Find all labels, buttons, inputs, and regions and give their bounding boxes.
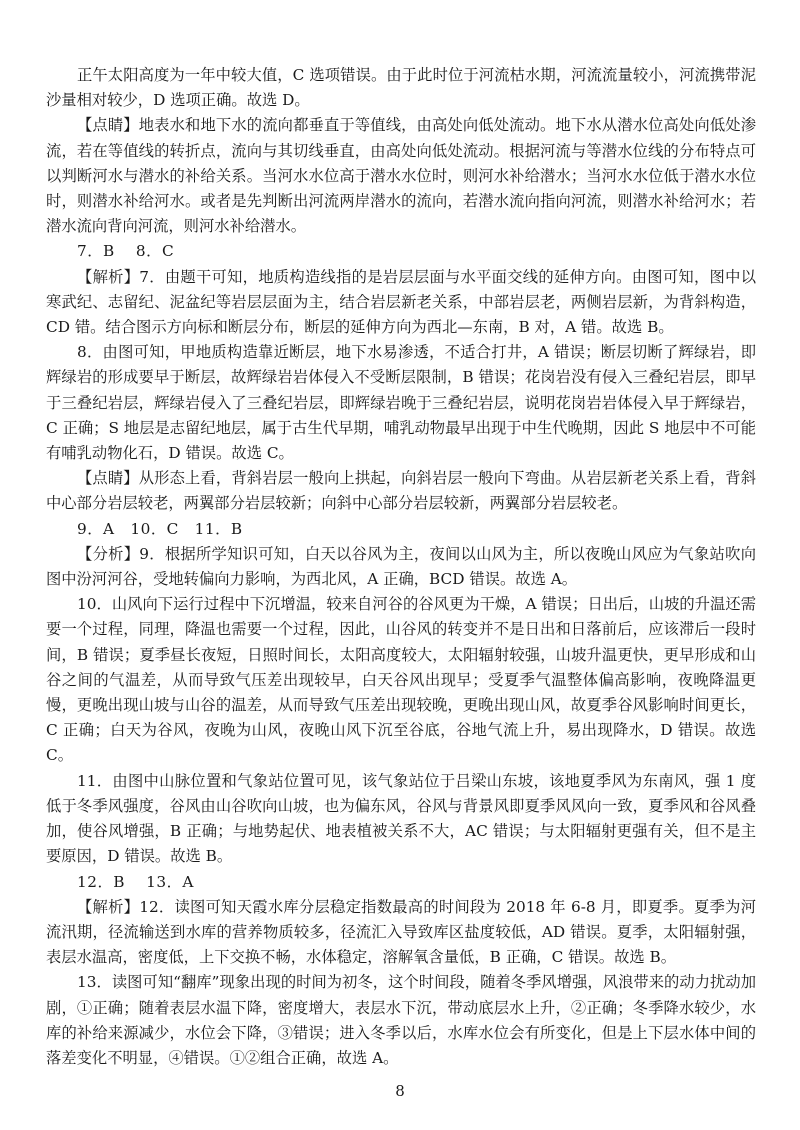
- answer-key-7-8: 7．B 8．C: [77, 242, 175, 261]
- paragraph-analysis-13: 13．读图可知“翻库”现象出现的时间为初冬，这个时间段，随着冬季风增强，风浪带来的动力扰动加剧，①正确；随着表层水温下降，密度增大，表层水下沉，带动底层水上升，②正确；冬季降水较少，水库的补给来源减少，水位会下降，③错误；进入冬季以后，水库水位会有所变化，但是上下层水体中间的落差变化不明显，④错误。①②组合正确，故选 A。: [46, 973, 756, 1067]
- answer-key-9-11: 9．A 10．C 11．B: [77, 519, 243, 538]
- answer-key-12-13: 12．B 13．A: [77, 872, 194, 891]
- paragraph-hint-fold: 【点睛】从形态上看，背斜岩层一般向上拱起，向斜岩层一般向下弯曲。从岩层新老关系上看，背斜中心部分岩层较老，两翼部分岩层较新；向斜中心部分岩层较新，两翼部分岩层较老。: [46, 469, 756, 513]
- paragraph-continuation: 正午太阳高度为一年中较大值，C 选项错误。由于此时位于河流枯水期，河流流量较小，河流携带泥沙量相对较少，D 选项正确。故选 D。: [46, 66, 756, 110]
- paragraph-hint: 【点睛】地表水和地下水的流向都垂直于等值线，由高处向低处流动。地下水从潜水位高处向低处渗流，若在等值线的转折点，流向与其切线垂直，由高处向低处流动。根据河流与等潜水位线的分布特点可以判断河水与潜水的补给关系。当河水水位高于潜水水位时，则河水补给潜水；当河水水位低于潜水水位时，则潜水补给河水。或者是先判断出河流两岸潜水的流向，若潜水流向指向河流，则潜水补给河水；若潜水流向背向河流，则河水补给潜水。: [46, 116, 756, 236]
- page-number: 8: [395, 1082, 405, 1100]
- paragraph-analysis-7: 【解析】7．由题干可知，地质构造线指的是岩层层面与水平面交线的延伸方向。由图可知，图中以寒武纪、志留纪、泥盆纪等岩层层面为主，结合岩层新老关系，中部岩层老，两侧岩层新，为背斜构造，CD 错。结合图示方向标和断层分布，断层的延伸方向为西北—东南，B 对，A 错。故选 B。: [46, 267, 756, 337]
- paragraph-analysis-9: 【分析】9．根据所学知识可知，白天以谷风为主，夜间以山风为主，所以夜晚山风应为气象站吹向图中汾河河谷，受地转偏向力影响，为西北风，A 正确，BCD 错误。故选 A。: [46, 544, 756, 589]
- paragraph-analysis-8: 8．由图可知，甲地质构造靠近断层，地下水易渗透，不适合打井，A 错误；断层切断了辉绿岩，即辉绿岩的形成要早于断层，故辉绿岩岩体侵入不受断层限制，B 错误；花岗岩没有侵入三叠纪岩层，即早于三叠纪岩层，辉绿岩侵入了三叠纪岩层，即辉绿岩晚于三叠纪岩层，说明花岗岩岩体侵入早于辉绿岩，C 正确；S 地层是志留纪地层，属于古生代早期，哺乳动物最早出现于中生代晚期，因此 S 地层中不可能有哺乳动物化石，D 错误。故选 C。: [46, 343, 756, 463]
- paragraph-analysis-12: 【解析】12．读图可知天霞水库分层稳定指数最高的时间段为 2018 年 6-8 月，即夏季。夏季为河流汛期，径流输送到水库的营养物质较多，径流汇入导致库区盐度较低，AD 错误。夏季，太阳辐射强，表层水温高，密度低，上下交换不畅，水体稳定，溶解氧含量低，B 正确，C 错误。故选 B。: [46, 897, 756, 967]
- paragraph-analysis-10: 10．山风向下运行过程中下沉增温，较来自河谷的谷风更为干燥，A 错误；日出后，山坡的升温还需要一个过程，同理，降温也需要一个过程，因此，山谷风的转变并不是日出和日落前后，应该滞后一段时间，B 错误；夏季昼长夜短，日照时间长，太阳高度较大，太阳辐射较强，山坡升温更快，更早形成和山谷之间的气温差，从而导致气压差出现较早，白天谷风出现早；受夏季气温整体偏高影响，夜晚降温更慢，更晚出现山坡与山谷的温差，从而导致气压差出现较晚，更晚出现山风，故夏季谷风影响时间更长，C 正确；白天为谷风，夜晚为山风，夜晚山风下沉至谷底，谷地气流上升，易出现降水，D 错误。故选 C。: [46, 595, 756, 765]
- document-body: [46, 63, 756, 1071]
- paragraph-analysis-11: 11．由图中山脉位置和气象站位置可见，该气象站位于吕梁山东坡，该地夏季风为东南风，强 1 度低于冬季风强度，谷风由山谷吹向山坡，也为偏东风，谷风与背景风即夏季风风向一致，夏季风和谷风叠加，使谷风增强，B 正确；与地势起伏、地表植被关系不大，AC 错误；与太阳辐射更强有关，但不是主要原因，D 错误。故选 B。: [46, 771, 756, 866]
